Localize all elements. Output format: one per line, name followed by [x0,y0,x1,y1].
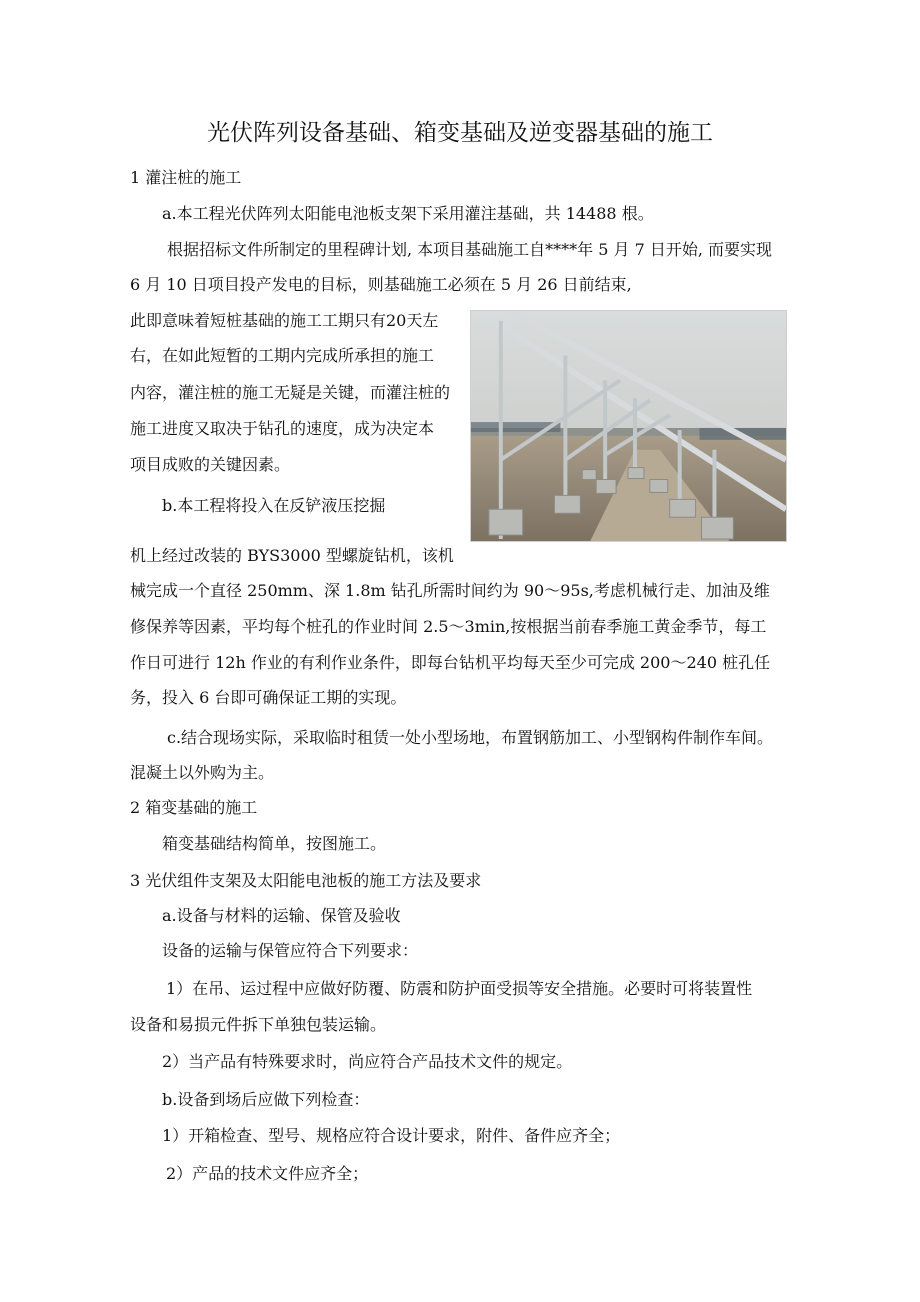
s1-paragraph-line: 内容，灌注桩的施工无疑是关键，而灌注桩的 [130,383,451,402]
section-1-heading: 1 灌注桩的施工 [130,168,242,187]
s3-item-b: b.设备到场后应做下列检查： [162,1090,370,1109]
s1-paragraph-line: 施工进度又取决于钻孔的速度，成为决定本 [130,419,435,438]
s1-item-a: a.本工程光伏阵列太阳能电池板支架下采用灌注基础，共 14488 根。 [162,204,654,223]
s3-list-item: 2）产品的技术文件应齐全； [166,1164,369,1183]
s3-list-item: 1）开箱检查、型号、规格应符合设计要求，附件、备件应齐全； [162,1126,621,1145]
s3-paragraph-line: 设备的运输与保管应符合下列要求： [162,941,419,960]
section-2-heading: 2 箱变基础的施工 [130,798,258,817]
s1-paragraph-line: 机上经过改装的 BYS3000 型螺旋钻机，该机 [130,546,454,565]
s1-paragraph-line: 混凝土以外购为主。 [130,763,275,782]
s1-paragraph-line: 右，在如此短暂的工期内完成所承担的施工 [130,346,435,365]
s1-paragraph-line: 项目成败的关键因素。 [130,455,291,474]
s3-list-item: 2）当产品有特殊要求时，尚应符合产品技术文件的规定。 [162,1052,573,1071]
s3-list-item: 1）在吊、运过程中应做好防覆、防震和防护面受损等安全措施。必要时可将装置性 [166,979,753,998]
s1-paragraph-line: 此即意味着短桩基础的施工工期只有20天左 [130,311,439,330]
document-title: 光伏阵列设备基础、箱变基础及逆变器基础的施工 [207,120,713,146]
s3-paragraph-line: 设备和易损元件拆下单独包装运输。 [130,1015,387,1034]
s1-item-b: b.本工程将投入在反铲液压挖掘 [162,496,386,515]
section-3-heading: 3 光伏组件支架及太阳能电池板的施工方法及要求 [130,871,482,890]
photo-illustration [471,311,786,541]
s1-item-c: c.结合现场实际，采取临时租赁一处小型场地，布置钢筋加工、小型钢构件制作车间。 [167,728,774,747]
solar-mount-frame-photo [470,310,787,542]
s1-paragraph-line: 务，投入 6 台即可确保证工期的实现。 [130,688,407,707]
s1-paragraph-line: 根据招标文件所制定的里程碑计划, 本项目基础施工自****年 5 月 7 日开始, 而要实现 [167,240,773,259]
s1-paragraph-line: 6 月 10 日项目投产发电的目标，则基础施工必须在 5 月 26 日前结束, [130,275,632,294]
s1-paragraph-line: 械完成一个直径 250mm、深 1.8m 钻孔所需时间约为 90～95s,考虑机械行走、加油及维 [130,581,770,600]
s2-paragraph: 箱变基础结构简单，按图施工。 [162,834,387,853]
s1-paragraph-line: 修保养等因素，平均每个桩孔的作业时间 2.5～3min,按根据当前春季施工黄金季节，每工 [130,617,767,636]
s3-item-a: a.设备与材料的运输、保管及验收 [162,906,401,925]
s1-paragraph-line: 作日可进行 12h 作业的有利作业条件，即每台钻机平均每天至少可完成 200～240 桩孔任 [130,653,771,672]
